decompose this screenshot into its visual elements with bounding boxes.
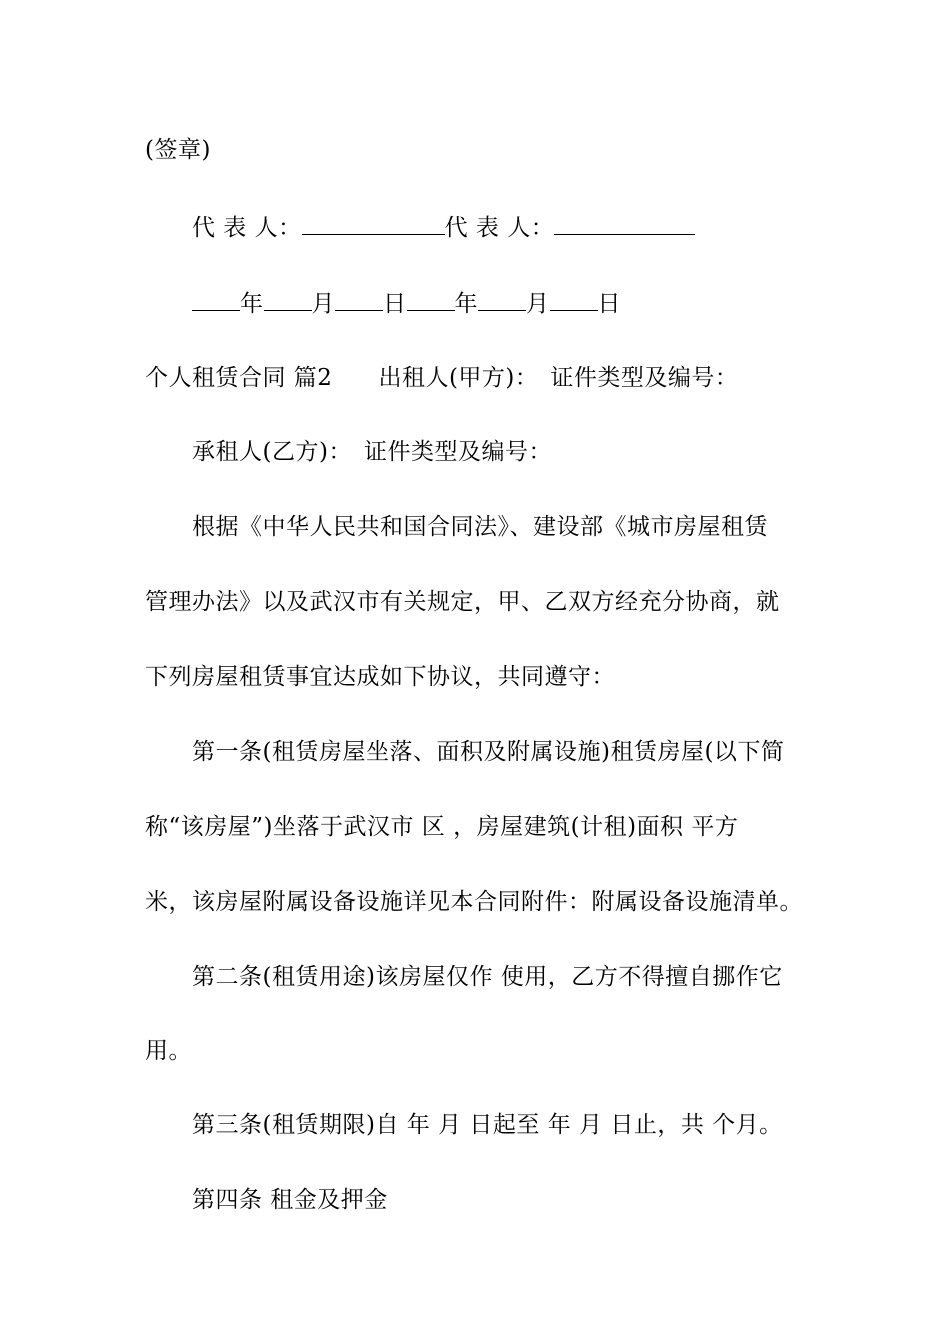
article-4-heading: 第四条 租金及押金 bbox=[192, 1187, 388, 1213]
article-3-line: 第三条(租赁期限)自 年 月 日起至 年 月 日止，共 个月。 bbox=[192, 1112, 783, 1138]
date-line bbox=[192, 288, 621, 319]
lessor-line: 出租人(甲方)： 证件类型及编号： bbox=[378, 365, 739, 391]
date-blank bbox=[407, 288, 455, 311]
representative-label-1: 代 表 人： bbox=[192, 215, 302, 241]
date-month-1: 月 bbox=[311, 291, 335, 317]
date-blank bbox=[192, 288, 240, 311]
paragraph-1-line-1: 根据《中华人民共和国合同法》、建设部《城市房屋租赁 bbox=[192, 514, 768, 540]
article-1-line-3: 米，该房屋附属设备设施详见本合同附件：附属设备设施清单。 bbox=[145, 889, 803, 915]
paragraph-1-line-2: 管理办法》以及武汉市有关规定，甲、乙双方经充分协商，就 bbox=[145, 589, 780, 615]
date-blank bbox=[264, 288, 312, 311]
lessee-line: 承租人(乙方)： 证件类型及编号： bbox=[192, 439, 552, 465]
date-year-1: 年 bbox=[240, 291, 264, 317]
paragraph-1-line-3: 下列房屋租赁事宜达成如下协议，共同遵守： bbox=[145, 664, 615, 690]
date-year-2: 年 bbox=[454, 291, 478, 317]
representatives-line bbox=[192, 212, 695, 243]
representative-label-2: 代 表 人： bbox=[444, 215, 555, 241]
article-1-line-2: 称“该房屋”)坐落于武汉市 区 ，房屋建筑(计租)面积 平方 bbox=[145, 814, 739, 840]
date-month-2: 月 bbox=[526, 291, 550, 317]
title-line bbox=[145, 363, 738, 393]
date-blank bbox=[335, 288, 383, 311]
section-title: 个人租赁合同 篇2 bbox=[145, 365, 333, 391]
date-day-1: 日 bbox=[383, 291, 407, 317]
seal-line: (签章) bbox=[145, 137, 211, 163]
article-1-line-1: 第一条(租赁房屋坐落、面积及附属设施)租赁房屋(以下简 bbox=[192, 739, 785, 765]
date-day-2: 日 bbox=[597, 291, 621, 317]
date-blank bbox=[478, 288, 526, 311]
article-2-line-1: 第二条(租赁用途)该房屋仅作 使用，乙方不得擅自挪作它 bbox=[192, 964, 783, 990]
representative-blank-1 bbox=[302, 212, 445, 235]
date-blank bbox=[550, 288, 598, 311]
representative-blank-2 bbox=[554, 212, 695, 235]
article-2-line-2: 用。 bbox=[145, 1038, 192, 1064]
